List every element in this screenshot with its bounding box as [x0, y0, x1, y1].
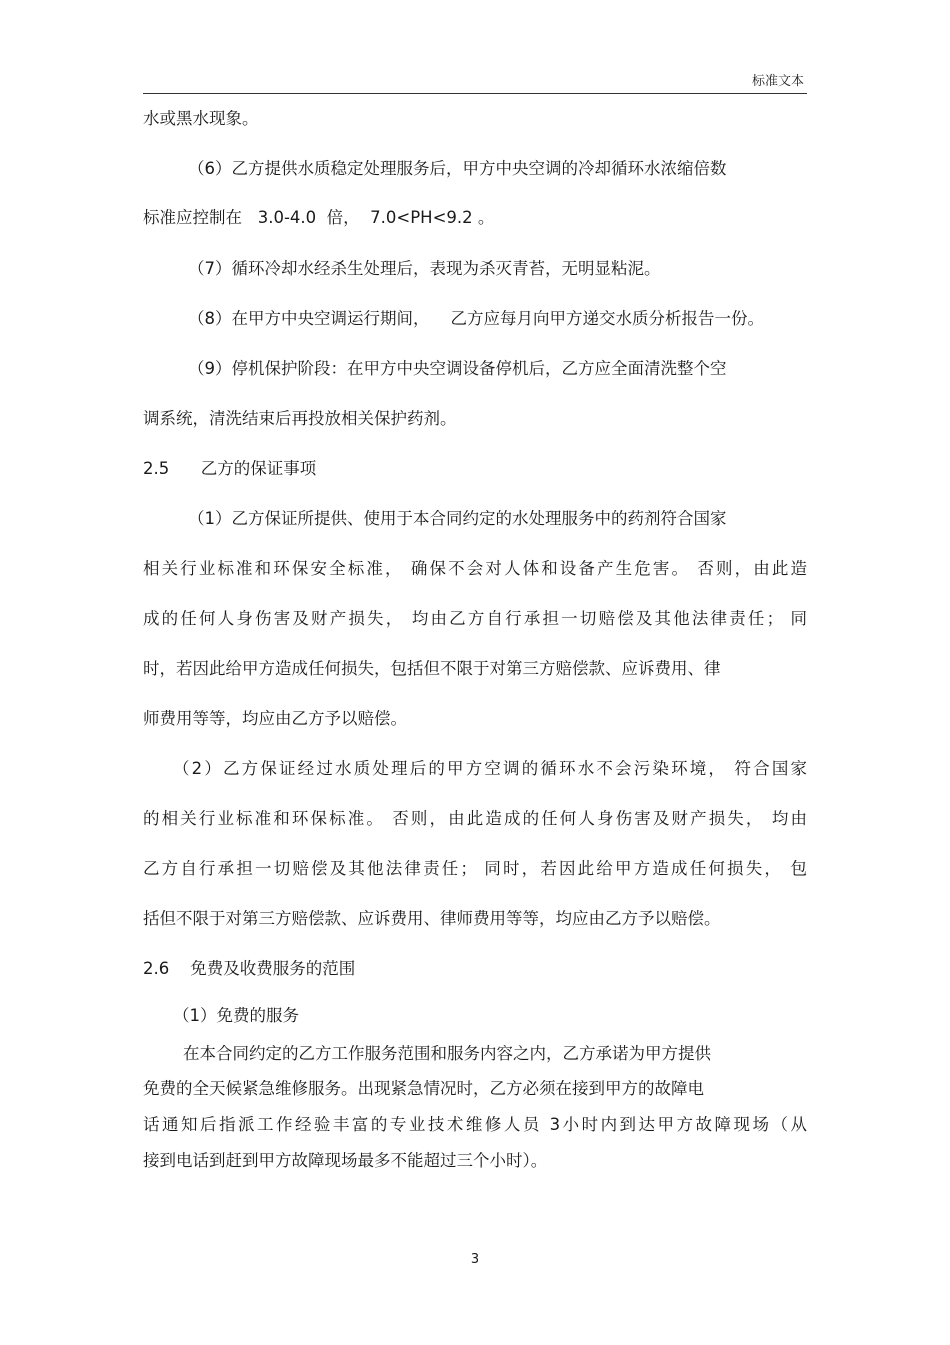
text-line: （1）免费的服务 — [173, 1006, 299, 1025]
text-line: 时，若因此给甲方造成任何损失，包括但不限于对第三方赔偿款、应诉费用、律 — [143, 659, 721, 678]
text-line: 括但不限于对第三方赔偿款、应诉费用、律师费用等等，均应由乙方予以赔偿。 — [143, 909, 721, 928]
text-line: 成的任何人身伤害及财产损失， 均由乙方自行承担一切赔偿及其他法律责任； 同 — [143, 609, 807, 628]
text-line: （1）乙方保证所提供、使用于本合同约定的水处理服务中的药剂符合国家 — [188, 509, 727, 528]
text-line: 免费的全天候紧急维修服务。出现紧急情况时，乙方必须在接到甲方的故障电 — [143, 1079, 704, 1098]
text-line: （9）停机保护阶段：在甲方中央空调设备停机后，乙方应全面清洗整个空 — [188, 359, 727, 378]
text-line: （2）乙方保证经过水质处理后的甲方空调的循环水不会污染环境， 符合国家 — [173, 759, 807, 778]
text-line: 师费用等等，均应由乙方予以赔偿。 — [143, 709, 407, 728]
text-line: 标准应控制在 3.0-4.0 倍， 7.0<PH<9.2 。 — [143, 208, 495, 227]
text-line: 在本合同约定的乙方工作服务范围和服务内容之内，乙方承诺为甲方提供 — [183, 1044, 711, 1063]
text-line: 话通知后指派工作经验丰富的专业技术维修人员 3小时内到达甲方故障现场（从 — [143, 1115, 807, 1134]
text-line: 水或黑水现象。 — [143, 109, 259, 128]
text-line: 2.6 免费及收费服务的范围 — [143, 959, 356, 978]
text-line: 2.5 乙方的保证事项 — [143, 459, 317, 478]
text-line: （6）乙方提供水质稳定处理服务后，甲方中央空调的冷却循环水浓缩倍数 — [188, 159, 727, 178]
text-line: 的相关行业标准和环保标准。 否则，由此造成的任何人身伤害及财产损失， 均由 — [143, 809, 807, 828]
text-line: 乙方自行承担一切赔偿及其他法律责任； 同时，若因此给甲方造成任何损失， 包 — [143, 859, 807, 878]
text-line: （7）循环冷却水经杀生处理后，表现为杀灭青苔，无明显粘泥。 — [188, 259, 661, 278]
text-line: （8）在甲方中央空调运行期间， 乙方应每月向甲方递交水质分析报告一份。 — [188, 309, 764, 328]
text-line: 接到电话到赶到甲方故障现场最多不能超过三个小时）。 — [143, 1151, 548, 1170]
page-number: 3 — [470, 1252, 480, 1267]
header-divider — [143, 93, 807, 94]
text-line: 调系统，清洗结束后再投放相关保护药剂。 — [143, 409, 457, 428]
text-line: 相关行业标准和环保安全标准， 确保不会对人体和设备产生危害。 否则，由此造 — [143, 559, 807, 578]
header-title: 标准文本 — [752, 74, 805, 89]
